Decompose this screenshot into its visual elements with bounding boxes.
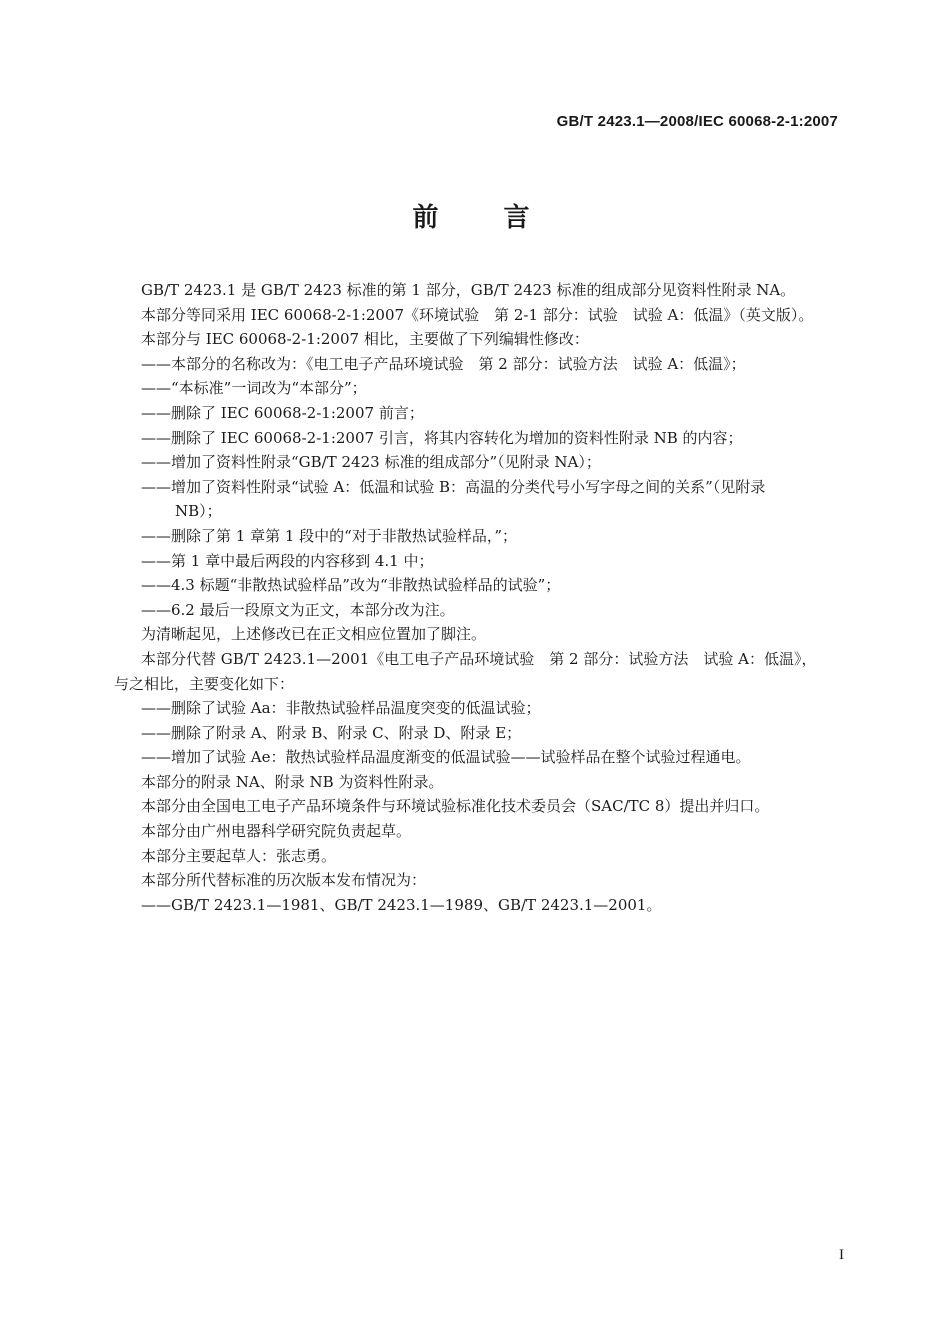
main-change-item-2: ——删除了附录 A、附录 B、附录 C、附录 D、附录 E； [141, 723, 522, 742]
history-versions: ——GB/T 2423.1—1981、GB/T 2423.1—1989、GB/T 2423.1—2001。 [141, 895, 662, 914]
paragraph-footnote-note: 为清晰起见，上述修改已在正文相应位置加了脚注。 [141, 625, 487, 644]
change-item-6: ——增加了资料性附录“试验 A：低温和试验 B：高温的分类代号小写字母之间的关系”（见附录 [141, 477, 766, 496]
change-item-3: ——删除了 IEC 60068-2-1:2007 前言； [141, 403, 424, 422]
paragraph-committee: 本部分由全国电工电子产品环境条件与环境试验标准化技术委员会（SAC/TC 8）提出并归口。 [141, 797, 770, 816]
change-item-6-continuation: NB）； [175, 502, 222, 521]
standard-number-header: GB/T 2423.1—2008/IEC 60068-2-1:2007 [556, 113, 838, 130]
change-item-2: ——“本标准”一词改为“本部分”； [141, 379, 367, 398]
change-item-1: ——本部分的名称改为：《电工电子产品环境试验 第 2 部分：试验方法 试验 A：低温》； [141, 354, 746, 373]
main-change-item-3: ——增加了试验 Ae：散热试验样品温度渐变的低温试验——试验样品在整个试验过程通电。 [141, 748, 751, 767]
paragraph-editorial-intro: 本部分与 IEC 60068-2-1:2007 相比，主要做了下列编辑性修改： [141, 330, 589, 349]
change-item-4: ——删除了 IEC 60068-2-1:2007 引言，将其内容转化为增加的资料性附录 NB 的内容； [141, 428, 743, 447]
paragraph-adoption: 本部分等同采用 IEC 60068-2-1:2007《环境试验 第 2-1 部分：试验 试验 A：低温》（英文版）。 [141, 305, 814, 324]
change-item-7: ——删除了第 1 章第 1 段中的“对于非散热试验样品，”； [141, 526, 517, 545]
paragraph-replacement-line2: 与之相比，主要变化如下： [114, 674, 295, 693]
page-number: I [839, 1247, 844, 1263]
paragraph-replacement-line1: 本部分代替 GB/T 2423.1—2001《电工电子产品环境试验 第 2 部分：试验方法 试验 A：低温》， [141, 649, 817, 668]
paragraph-drafting-org: 本部分由广州电器科学研究院负责起草。 [141, 822, 412, 841]
foreword-body [114, 278, 857, 917]
paragraph-drafters: 本部分主要起草人：张志勇。 [141, 846, 337, 865]
page-title: 前 言 [412, 203, 558, 233]
change-item-5: ——增加了资料性附录“GB/T 2423 标准的组成部分”（见附录 NA）； [141, 453, 601, 472]
paragraph-scope: GB/T 2423.1 是 GB/T 2423 标准的第 1 部分，GB/T 2423 标准的组成部分见资料性附录 NA。 [141, 281, 796, 299]
main-change-item-1: ——删除了试验 Aa：非散热试验样品温度突变的低温试验； [141, 699, 541, 718]
change-item-8: ——第 1 章中最后两段的内容移到 4.1 中； [141, 551, 434, 570]
paragraph-annexes: 本部分的附录 NA、附录 NB 为资料性附录。 [141, 772, 444, 791]
change-item-10: ——6.2 最后一段原文为正文，本部分改为注。 [141, 600, 455, 619]
paragraph-history-intro: 本部分所代替标准的历次版本发布情况为： [141, 871, 427, 890]
change-item-9: ——4.3 标题“非散热试验样品”改为“非散热试验样品的试验”； [141, 576, 561, 595]
